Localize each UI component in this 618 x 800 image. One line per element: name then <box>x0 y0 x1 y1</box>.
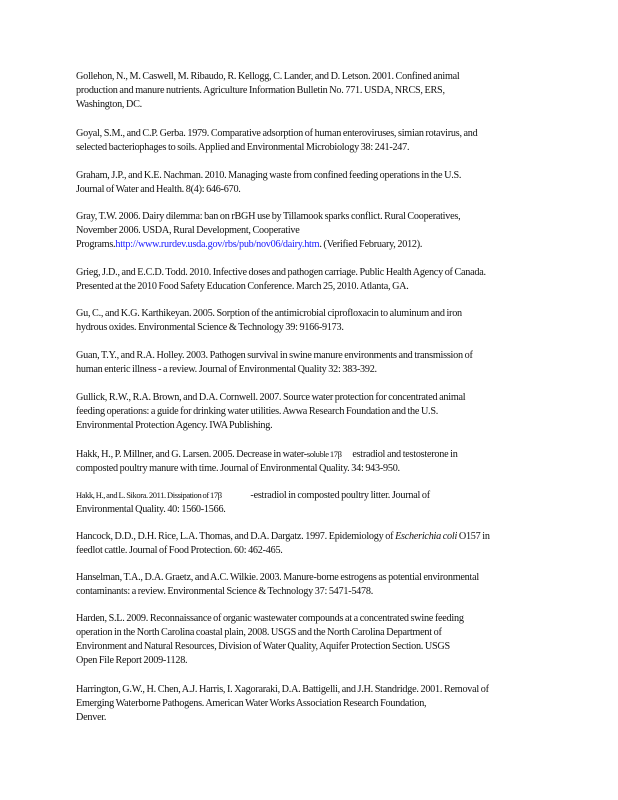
reference-entry <box>76 349 548 377</box>
reference-line: Harrington, G.W., H. Chen, A.J. Harris, I. Xagoraraki, D.A. Battigelli, and J.H. Standridge. 2001. Removal of <box>76 684 489 695</box>
reference-entry <box>76 391 548 433</box>
reference-entry <box>76 530 548 558</box>
reference-line: Hanselman, T.A., D.A. Graetz, and A.C. Wilkie. 2003. Manure-borne estrogens as potential environmental <box>76 572 479 583</box>
reference-line: Open File Report 2009-1128. <box>76 655 188 666</box>
reference-line: Environmental Quality. 40: 1560-1566. <box>76 504 226 515</box>
reference-line: composted poultry manure with time. Journal of Environmental Quality. 34: 943-950. <box>76 463 400 474</box>
reference-line: operation in the North Carolina coastal plain, 2008. USGS and the North Carolina Department of <box>76 627 442 638</box>
reference-entry <box>76 210 548 252</box>
reference-line: Presented at the 2010 Food Safety Education Conference. March 25, 2010. Atlanta, GA. <box>76 281 409 292</box>
reference-entry <box>76 307 548 335</box>
reference-entry <box>76 488 548 517</box>
reference-line: Emerging Waterborne Pathogens. American Water Works Association Research Foundation, <box>76 698 427 709</box>
reference-italic-text: Escherichia coli <box>395 531 458 542</box>
reference-entry <box>76 683 548 725</box>
reference-line: Gullick, R.W., R.A. Brown, and D.A. Cornwell. 2007. Source water protection for concentrated animal <box>76 392 466 403</box>
reference-line: Journal of Water and Health. 8(4): 646-670. <box>76 184 241 195</box>
reference-entry <box>76 169 548 197</box>
reference-line <box>76 447 548 462</box>
reference-text: Hakk, H., P. Millner, and G. Larsen. 2005. Decrease in water- <box>76 449 307 460</box>
reference-line: hydrous oxides. Environmental Science & Technology 39: 9166-9173. <box>76 322 344 333</box>
reference-text: Programs. <box>76 239 116 250</box>
reference-entry <box>76 127 548 155</box>
reference-line: Gollehon, N., M. Caswell, M. Ribaudo, R. Kellogg, C. Lander, and D. Letson. 2001. Confined animal <box>76 71 460 82</box>
reference-line: human enteric illness - a review. Journal of Environmental Quality 32: 383-392. <box>76 364 377 375</box>
reference-line <box>76 488 548 503</box>
reference-line: production and manure nutrients. Agriculture Information Bulletin No. 771. USDA, NRCS, ERS, <box>76 85 445 96</box>
reference-line: Gray, T.W. 2006. Dairy dilemma: ban on rBGH use by Tillamook sparks conflict. Rural Cooperatives, <box>76 211 461 222</box>
reference-text: . (Verified February, 2012). <box>319 239 423 250</box>
reference-line: Environment and Natural Resources, Division of Water Quality, Aquifer Protection Section. USGS <box>76 641 450 652</box>
reference-line: Graham, J.P., and K.E. Nachman. 2010. Managing waste from confined feeding operations in the U.S. <box>76 170 462 181</box>
reference-text: estradiol and testosterone in <box>352 449 458 460</box>
reference-line: Environmental Protection Agency. IWA Publishing. <box>76 420 273 431</box>
reference-line: Gu, C., and K.G. Karthikeyan. 2005. Sorption of the antimicrobial ciprofloxacin to aluminum and iron <box>76 308 462 319</box>
reference-line <box>76 238 548 252</box>
reference-line: selected bacteriophages to soils. Applied and Environmental Microbiology 38: 241-247. <box>76 142 410 153</box>
reference-entry <box>76 447 548 476</box>
reference-line: Grieg, J.D., and E.C.D. Todd. 2010. Infective doses and pathogen carriage. Public Health Agency of Canada. <box>76 267 486 278</box>
reference-line: November 2006. USDA, Rural Development, Cooperative <box>76 225 300 236</box>
reference-line: Goyal, S.M., and C.P. Gerba. 1979. Comparative adsorption of human enteroviruses, simian rotavirus, and <box>76 128 478 139</box>
reference-line: Washington, DC. <box>76 99 142 110</box>
reference-line: contaminants: a review. Environmental Science & Technology 37: 5471-5478. <box>76 586 374 597</box>
reference-text: O157 in <box>457 531 490 542</box>
reference-line: Denver. <box>76 712 107 723</box>
reference-text-small: Hakk, H., and L. Sikora. 2011. Dissipation of 17β <box>76 490 222 500</box>
reference-line <box>76 530 548 544</box>
reference-line: feedlot cattle. Journal of Food Protection. 60: 462-465. <box>76 545 283 556</box>
reference-entry <box>76 70 548 112</box>
reference-line: feeding operations: a guide for drinking water utilities. Awwa Research Foundation and the U.S. <box>76 406 439 417</box>
reference-entry <box>76 266 548 294</box>
reference-entry <box>76 571 548 599</box>
reference-entry <box>76 612 548 668</box>
reference-text: Hancock, D.D., D.H. Rice, L.A. Thomas, and D.A. Dargatz. 1997. Epidemiology of <box>76 531 396 542</box>
reference-line: Guan, T.Y., and R.A. Holley. 2003. Pathogen survival in swine manure environments and transmission of <box>76 350 473 361</box>
reference-url-link[interactable]: http://www.rurdev.usda.gov/rbs/pub/nov06/dairy.htm <box>115 239 320 250</box>
reference-line: Harden, S.L. 2009. Reconnaissance of organic wastewater compounds at a concentrated swine feeding <box>76 613 464 624</box>
reference-text: -estradiol in composted poultry litter. Journal of <box>250 490 430 501</box>
reference-text-small: soluble 17β <box>306 449 342 459</box>
